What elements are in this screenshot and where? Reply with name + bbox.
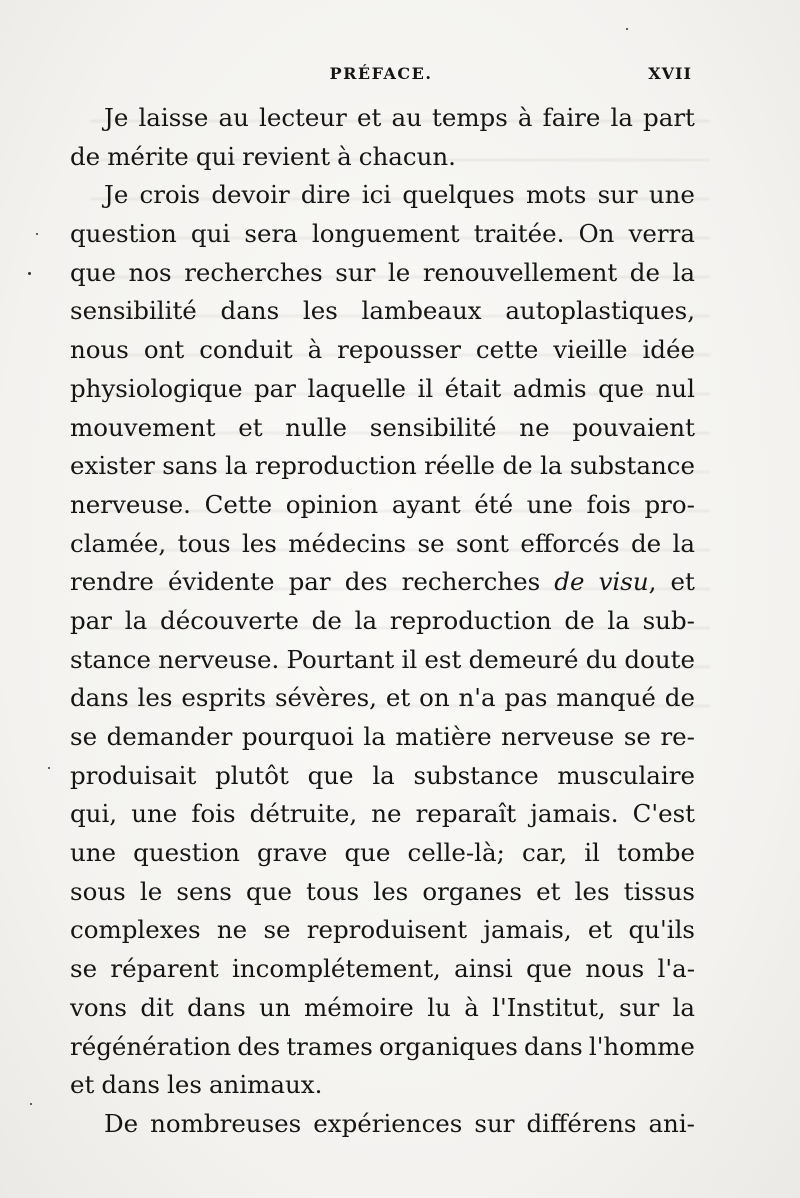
word: sub- bbox=[642, 605, 695, 635]
text-line bbox=[70, 911, 695, 950]
text-line bbox=[70, 292, 695, 331]
word: au bbox=[218, 103, 249, 132]
word: sur bbox=[335, 257, 376, 287]
word: dans bbox=[187, 992, 246, 1022]
text-line bbox=[70, 486, 695, 525]
preface-text-body bbox=[70, 99, 695, 1144]
word: jamais, bbox=[483, 915, 572, 945]
word: trames bbox=[286, 1031, 373, 1061]
word: nombreuses bbox=[150, 1108, 302, 1138]
word: recherches bbox=[401, 567, 541, 597]
text-line bbox=[70, 331, 695, 370]
word: et bbox=[385, 683, 411, 713]
word: De bbox=[104, 1108, 139, 1138]
word: laisse bbox=[138, 103, 209, 132]
word: de bbox=[629, 257, 660, 287]
word: dans bbox=[220, 296, 280, 326]
word: nulle bbox=[285, 412, 348, 442]
word: complexes bbox=[70, 915, 201, 945]
word: mouvement bbox=[70, 412, 216, 442]
word: re- bbox=[660, 722, 695, 751]
word: qui bbox=[195, 141, 236, 171]
word: tombe bbox=[616, 838, 695, 868]
word: de bbox=[664, 683, 695, 713]
word: traitée. bbox=[473, 219, 565, 249]
word: et bbox=[70, 1070, 95, 1100]
text-line bbox=[70, 602, 695, 641]
word: chacun. bbox=[358, 141, 456, 171]
print-speck bbox=[36, 233, 38, 235]
word: l'a- bbox=[657, 954, 695, 984]
word: les bbox=[302, 296, 338, 326]
word: incomplétement, bbox=[232, 954, 441, 984]
word: idée bbox=[642, 335, 695, 365]
word: tissus bbox=[623, 876, 695, 906]
word: se bbox=[263, 915, 291, 945]
text-line bbox=[70, 834, 695, 873]
word: manqué bbox=[556, 683, 656, 713]
word: stance bbox=[70, 644, 152, 674]
word: il bbox=[401, 644, 418, 674]
word: sur bbox=[597, 180, 638, 210]
word: que bbox=[598, 373, 645, 403]
word: de bbox=[554, 567, 585, 597]
word: se bbox=[623, 722, 651, 751]
word: médecins bbox=[288, 528, 407, 558]
word: ne bbox=[519, 412, 550, 442]
word: qui bbox=[190, 219, 231, 249]
word: C'est bbox=[632, 799, 695, 829]
word: substance bbox=[569, 451, 695, 481]
word: un bbox=[259, 992, 291, 1022]
word: reproduction bbox=[389, 605, 552, 635]
word: Pourtant bbox=[286, 644, 395, 674]
word: reparaît bbox=[415, 799, 517, 829]
word: différens bbox=[526, 1108, 637, 1138]
word: mémoire bbox=[304, 992, 414, 1022]
word: à bbox=[464, 992, 479, 1022]
word: sur bbox=[474, 1108, 515, 1138]
word: mots bbox=[525, 180, 587, 210]
word: repousser bbox=[337, 335, 461, 365]
word: nul bbox=[655, 373, 695, 403]
word: que bbox=[245, 876, 292, 906]
word: fois bbox=[191, 799, 236, 829]
word: recherches bbox=[184, 257, 323, 287]
word: évidente bbox=[168, 567, 275, 597]
word: l'Institut, bbox=[492, 992, 606, 1022]
word: se bbox=[417, 528, 445, 558]
word: lecteur bbox=[258, 103, 347, 132]
word: la bbox=[672, 528, 695, 558]
print-speck bbox=[48, 767, 50, 769]
word: conduit bbox=[199, 335, 293, 365]
word: autoplastiques, bbox=[505, 296, 695, 326]
word: la bbox=[672, 992, 695, 1022]
word: substance bbox=[413, 760, 539, 790]
word: organiques bbox=[378, 1031, 518, 1061]
word: vons bbox=[70, 992, 127, 1022]
text-line bbox=[70, 795, 695, 834]
text-line bbox=[70, 370, 695, 409]
word: la bbox=[672, 257, 695, 287]
word: et bbox=[536, 876, 561, 906]
word: le bbox=[387, 257, 411, 287]
word: rendre bbox=[70, 567, 154, 597]
word: qui, bbox=[70, 799, 118, 829]
text-line bbox=[70, 447, 695, 486]
text-line bbox=[70, 525, 695, 564]
word: sensibilité bbox=[70, 296, 197, 326]
word: dire bbox=[300, 180, 351, 210]
word: doute bbox=[624, 644, 695, 674]
word: part bbox=[643, 103, 695, 132]
word: longuement bbox=[311, 219, 460, 249]
word: du bbox=[585, 644, 618, 674]
word: quelques bbox=[402, 180, 515, 210]
word: on bbox=[419, 683, 450, 713]
word: les bbox=[167, 1070, 202, 1100]
word: par bbox=[70, 605, 113, 635]
text-line bbox=[70, 989, 695, 1028]
word: ani- bbox=[648, 1108, 695, 1138]
word: et bbox=[587, 915, 613, 945]
word: sensibilité bbox=[369, 412, 497, 442]
word: plutôt bbox=[215, 760, 289, 790]
print-speck bbox=[30, 1103, 32, 1105]
word: nous bbox=[585, 954, 645, 984]
word: sévères, bbox=[274, 683, 377, 713]
word: matière bbox=[395, 722, 492, 751]
word: une bbox=[131, 799, 178, 829]
text-line bbox=[70, 1028, 695, 1067]
word: verra bbox=[628, 219, 695, 249]
text-line bbox=[70, 409, 695, 448]
word: ne bbox=[216, 915, 248, 945]
text-line bbox=[70, 873, 695, 912]
word: qu'ils bbox=[628, 915, 695, 945]
word: la bbox=[607, 605, 630, 635]
word: nerveuse. bbox=[158, 644, 280, 674]
word: efforcés bbox=[520, 528, 620, 558]
word: visu, bbox=[598, 567, 657, 597]
word: pourquoi bbox=[241, 722, 354, 751]
word: Je bbox=[104, 180, 129, 210]
word: de bbox=[564, 605, 595, 635]
word: admis bbox=[512, 373, 587, 403]
word: la bbox=[124, 605, 148, 635]
word: lambeaux bbox=[361, 296, 482, 326]
word: car, bbox=[521, 838, 568, 868]
running-title: PRÉFACE. bbox=[329, 64, 433, 83]
print-speck bbox=[626, 28, 628, 30]
word: sur bbox=[619, 992, 660, 1022]
word: les bbox=[373, 876, 409, 906]
text-line bbox=[70, 1105, 695, 1144]
word: que bbox=[344, 838, 391, 868]
word: nerveuse bbox=[501, 722, 615, 751]
word: une bbox=[70, 838, 117, 868]
word: ici bbox=[361, 180, 392, 210]
word: physiologique bbox=[70, 373, 243, 403]
word: à bbox=[307, 335, 323, 365]
word: question bbox=[133, 838, 240, 868]
word: l'homme bbox=[588, 1031, 695, 1061]
text-line bbox=[70, 254, 695, 293]
word: ainsi bbox=[454, 954, 513, 984]
word: au bbox=[391, 103, 422, 132]
word: clamée, bbox=[70, 528, 167, 558]
word: la bbox=[540, 451, 563, 481]
word: été bbox=[474, 489, 514, 519]
word: réelle bbox=[424, 451, 496, 481]
word: des bbox=[237, 1031, 281, 1061]
word: revient bbox=[242, 141, 331, 171]
word: les bbox=[137, 683, 173, 713]
word: tous bbox=[177, 528, 231, 558]
word: dans bbox=[70, 683, 129, 713]
word: question bbox=[70, 219, 177, 249]
word: ont bbox=[143, 335, 185, 365]
word: dans bbox=[524, 1031, 583, 1061]
text-line bbox=[70, 679, 695, 718]
word: nerveuse. bbox=[70, 489, 191, 519]
word: demeuré bbox=[468, 644, 579, 674]
word: les bbox=[574, 876, 610, 906]
word: faire bbox=[542, 103, 601, 132]
text-line bbox=[70, 641, 695, 680]
word: organes bbox=[422, 876, 522, 906]
word: et bbox=[238, 412, 263, 442]
word: que bbox=[70, 257, 116, 287]
word: et bbox=[357, 103, 382, 132]
word: devoir bbox=[211, 180, 290, 210]
word: était bbox=[444, 373, 502, 403]
word: animaux. bbox=[208, 1070, 323, 1100]
word: expériences bbox=[313, 1108, 463, 1138]
word: lu bbox=[427, 992, 451, 1022]
word: crois bbox=[139, 180, 201, 210]
word: des bbox=[344, 567, 388, 597]
text-line bbox=[70, 757, 695, 796]
text-line bbox=[70, 563, 695, 602]
word: reproduisent bbox=[306, 915, 468, 945]
word: le bbox=[139, 876, 163, 906]
text-line bbox=[70, 950, 695, 989]
word: Je bbox=[104, 103, 129, 132]
word: nos bbox=[128, 257, 172, 287]
word: est bbox=[424, 644, 462, 674]
word: tous bbox=[306, 876, 360, 906]
word: grave bbox=[257, 838, 328, 868]
word: une bbox=[526, 489, 573, 519]
word: exister bbox=[70, 451, 155, 481]
word: de bbox=[630, 528, 662, 558]
word: réparent bbox=[110, 954, 219, 984]
text-line bbox=[70, 1066, 695, 1105]
word: sont bbox=[456, 528, 509, 558]
print-speck bbox=[28, 272, 31, 275]
word: pro- bbox=[644, 489, 695, 519]
word: il bbox=[584, 838, 600, 868]
word: la bbox=[610, 103, 633, 132]
word: régénération bbox=[70, 1031, 232, 1061]
word: à bbox=[337, 141, 352, 171]
word: pouvaient bbox=[572, 412, 695, 442]
word: jamais. bbox=[530, 799, 619, 829]
word: demander bbox=[106, 722, 233, 751]
word: esprits bbox=[181, 683, 267, 713]
text-line bbox=[70, 99, 695, 138]
text-line bbox=[70, 176, 695, 215]
word: On bbox=[578, 219, 615, 249]
word: sous bbox=[70, 876, 126, 906]
page-number: XVII bbox=[648, 64, 692, 83]
word: opinion bbox=[285, 489, 379, 519]
text-line bbox=[70, 215, 695, 254]
word: se bbox=[70, 954, 98, 984]
word: renouvellement bbox=[422, 257, 618, 287]
word: celle-là; bbox=[407, 838, 505, 868]
word: la bbox=[354, 605, 378, 635]
word: détruite, bbox=[249, 799, 358, 829]
word: n'a bbox=[458, 683, 496, 713]
word: se bbox=[70, 722, 98, 751]
word: la bbox=[225, 451, 248, 481]
word: par bbox=[288, 567, 331, 597]
word: découverte bbox=[160, 605, 299, 635]
word: reproduction bbox=[255, 451, 417, 481]
word: ne bbox=[371, 799, 402, 829]
word: la bbox=[363, 722, 386, 751]
word: ayant bbox=[391, 489, 461, 519]
word: sens bbox=[176, 876, 232, 906]
word: cette bbox=[475, 335, 539, 365]
word: de bbox=[502, 451, 533, 481]
word: dit bbox=[140, 992, 174, 1022]
word: la bbox=[372, 760, 395, 790]
word: que bbox=[307, 760, 354, 790]
word: produisait bbox=[70, 760, 197, 790]
word: musculaire bbox=[557, 760, 695, 790]
word: il bbox=[417, 373, 434, 403]
word: sera bbox=[244, 219, 298, 249]
text-line bbox=[70, 138, 695, 177]
word: sans bbox=[162, 451, 218, 481]
word: que bbox=[526, 954, 573, 984]
word: laquelle bbox=[307, 373, 407, 403]
page-header bbox=[70, 64, 692, 86]
word: mérite bbox=[107, 141, 189, 171]
word: nous bbox=[70, 335, 129, 365]
word: fois bbox=[586, 489, 631, 519]
word: les bbox=[241, 528, 277, 558]
word: dans bbox=[101, 1070, 161, 1100]
word: pas bbox=[504, 683, 548, 713]
word: de bbox=[70, 141, 101, 171]
word: par bbox=[253, 373, 296, 403]
word: une bbox=[648, 180, 695, 210]
word: à bbox=[517, 103, 533, 132]
word: et bbox=[670, 567, 695, 597]
word: temps bbox=[431, 103, 508, 132]
word: Cette bbox=[204, 489, 273, 519]
word: de bbox=[311, 605, 342, 635]
word: vieille bbox=[553, 335, 628, 365]
text-line bbox=[70, 718, 695, 757]
